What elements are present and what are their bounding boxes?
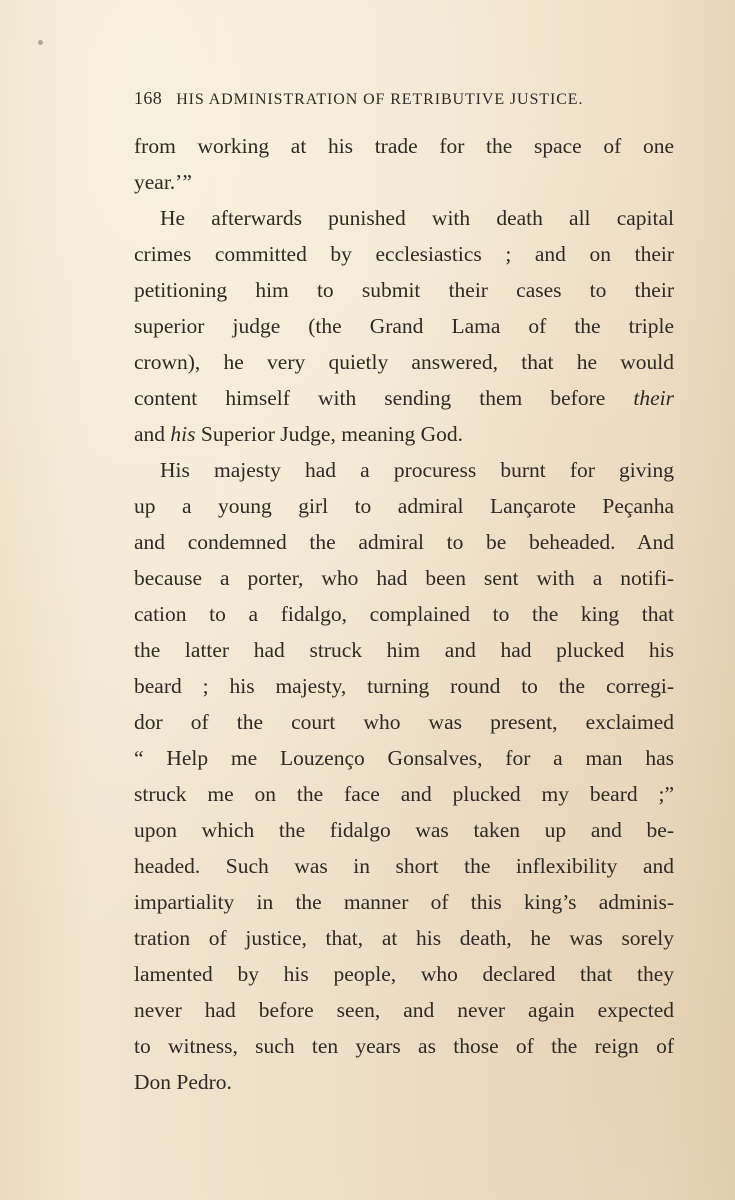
text-line: He afterwards punished with death all capital (160, 206, 674, 230)
text-line: lamented by his people, who declared that they (134, 962, 674, 986)
text-segment: content himself with sending them before (134, 386, 634, 410)
text-line: crown), he very quietly answered, that he would (134, 350, 674, 374)
running-head (134, 88, 634, 109)
text-line: from working at his trade for the space of one (134, 134, 674, 158)
text-line: dor of the court who was present, exclaimed (134, 710, 674, 734)
text-line: “ Help me Louzenço Gonsalves, for a man has (134, 746, 674, 770)
text-line: the latter had struck him and had plucked his (134, 638, 674, 662)
text-line: headed. Such was in short the inflexibility and (134, 854, 674, 878)
text-line: superior judge (the Grand Lama of the triple (134, 314, 674, 338)
text-line: and condemned the admiral to be beheaded. And (134, 530, 674, 554)
text-line (134, 380, 674, 416)
text-line: beard ; his majesty, turning round to the corregi- (134, 674, 674, 698)
text-line: year.’” (134, 170, 192, 194)
text-line: tration of justice, that, at his death, he was sorely (134, 926, 674, 950)
text-segment: Superior Judge, meaning God. (195, 422, 464, 446)
text-line: up a young girl to admiral Lançarote Peçanha (134, 494, 674, 518)
italic-word: his (170, 422, 196, 446)
text-line: upon which the fidalgo was taken up and be- (134, 818, 674, 842)
italic-word: their (633, 386, 674, 410)
running-title: HIS ADMINISTRATION OF RETRIBUTIVE JUSTICE. (176, 91, 584, 108)
text-line: crimes committed by ecclesiastics ; and on their (134, 242, 674, 266)
body-text (134, 128, 674, 1100)
text-line: never had before seen, and never again expected (134, 998, 674, 1022)
text-line: Don Pedro. (134, 1070, 232, 1094)
text-line: struck me on the face and plucked my beard ;” (134, 782, 674, 806)
text-line: to witness, such ten years as those of the reign of (134, 1034, 674, 1058)
margin-ink-spot (38, 40, 43, 45)
text-line (134, 416, 674, 452)
text-line: impartiality in the manner of this king’s adminis- (134, 890, 674, 914)
text-segment: and (134, 422, 171, 446)
text-line: cation to a fidalgo, complained to the king that (134, 602, 674, 626)
text-line: because a porter, who had been sent with a notifi- (134, 566, 674, 590)
page-number: 168 (134, 88, 163, 108)
text-line: petitioning him to submit their cases to their (134, 278, 674, 302)
text-line: His majesty had a procuress burnt for giving (160, 458, 674, 482)
